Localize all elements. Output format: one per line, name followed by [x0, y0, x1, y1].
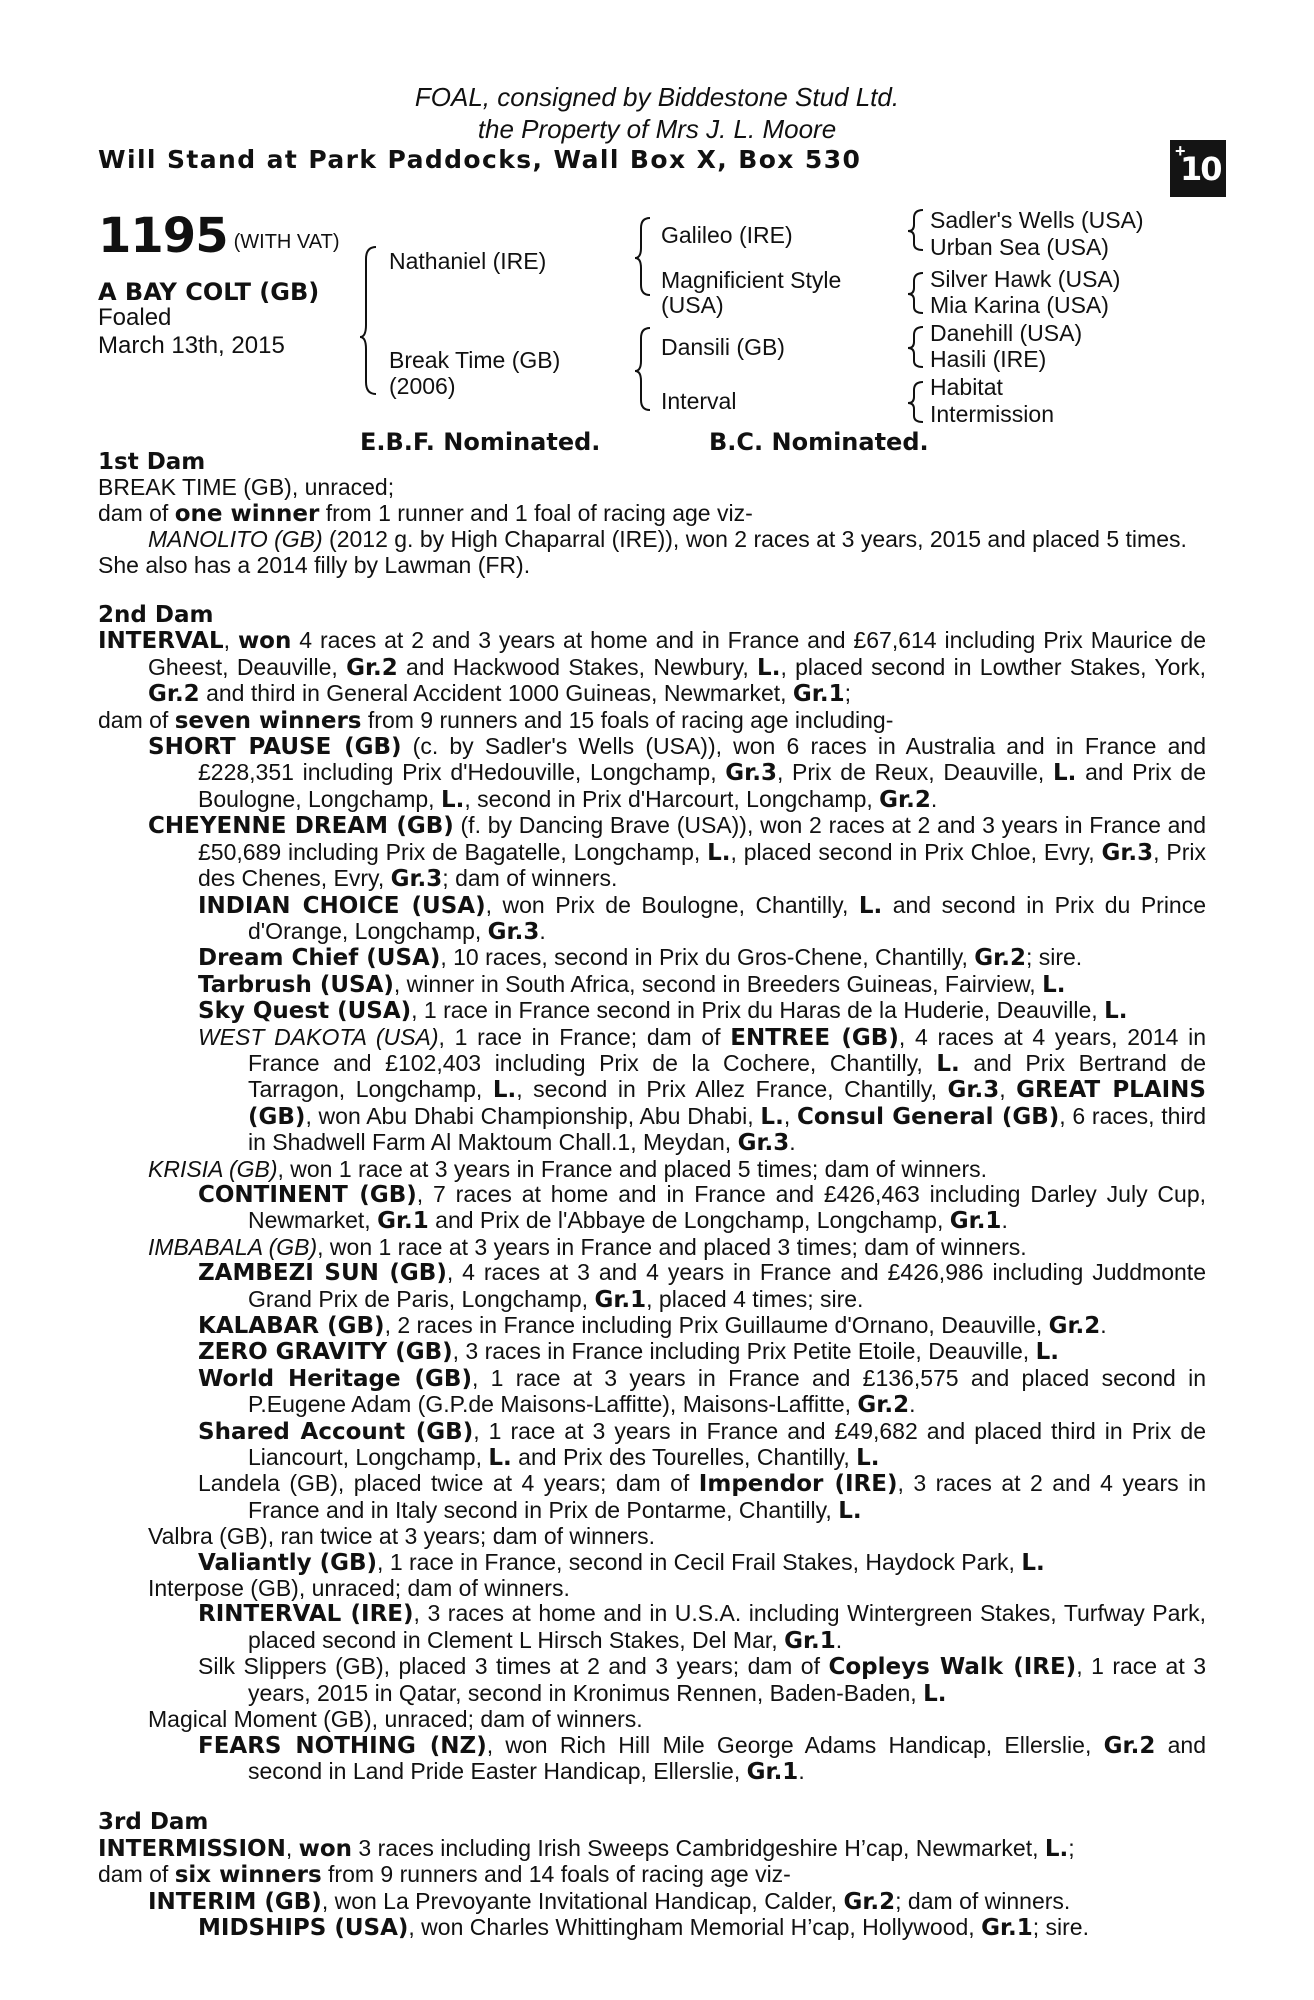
- gg-dss: Danehill (USA): [930, 320, 1083, 346]
- short-pause-entry: SHORT PAUSE (GB) (c. by Sadler's Wells (USA)), won 6 races in Australia and in France and £228,351 including Prix d'Hedouville, Longchamp, Gr.3, Prix de Reux, Deauville, L. and Prix de Boulogne, Longchamp, L., second in Prix d'Harcourt, Longchamp, Gr.2.: [148, 733, 1206, 813]
- interpose-entry: Interpose (GB), unraced; dam of winners.: [148, 1575, 570, 1602]
- first-dam-note: She also has a 2014 filly by Lawman (FR).: [98, 551, 531, 578]
- bracket-dd: [908, 382, 923, 422]
- gg-dds: Habitat: [930, 374, 1003, 400]
- badge-number: 10: [1180, 150, 1221, 188]
- continent-entry: CONTINENT (GB), 7 races at home and in France and £426,463 including Darley July Cup, Newmarket, Gr.1 and Prix de l'Abbaye de Longchamp, Longchamp, Gr.1.: [198, 1180, 1207, 1235]
- dream-chief-entry: Dream Chief (USA), 10 races, second in Prix du Gros-Chene, Chantilly, Gr.2; sire.: [198, 944, 1083, 972]
- ebf-nominated: E.B.F. Nominated.: [360, 428, 601, 456]
- bc-nominated: B.C. Nominated.: [709, 428, 929, 456]
- kalabar-entry: KALABAR (GB), 2 races in France including Prix Guillaume d'Ornano, Deauville, Gr.2.: [198, 1312, 1107, 1339]
- indian-choice-entry: INDIAN CHOICE (USA), won Prix de Boulogne, Chantilly, L. and second in Prix du Prince d'Orange, Longchamp, Gr.3.: [198, 891, 1207, 945]
- first-dam-produce-line: dam of one winner from 1 runner and 1 foal of racing age viz-: [98, 499, 753, 527]
- imbabala-entry: IMBABALA (GB), won 1 race at 3 years in France and placed 3 times; dam of winners.: [148, 1233, 1027, 1260]
- gg-ddd: Intermission: [930, 401, 1054, 427]
- zambezi-sun-entry: ZAMBEZI SUN (GB), 4 races at 3 and 4 years in France and £426,986 including Juddmonte Grand Prix de Paris, Longchamp, Gr.1, placed 4 times; sire.: [198, 1259, 1206, 1313]
- gg-dsd: Hasili (IRE): [930, 346, 1047, 372]
- sky-quest-entry: Sky Quest (USA), 1 race in France second in Prix du Haras de la Huderie, Deauville, L.: [198, 997, 1128, 1025]
- third-dam-heading: 3rd Dam: [98, 1809, 209, 1836]
- foaled-label: Foaled: [98, 304, 172, 331]
- bracket-sd: [908, 273, 923, 313]
- bracket-ss: [908, 210, 923, 250]
- second-dam-heading: 2nd Dam: [98, 602, 214, 629]
- landela-entry: Landela (GB), placed twice at 4 years; dam of Impendor (IRE), 3 races at 2 and 4 years in France and in Italy second in Prix de Pontarme, Chantilly, L.: [198, 1470, 1206, 1524]
- intermission-entry: INTERMISSION, won 3 races including Irish Sweeps Cambridgeshire H’cap, Newmarket, L.;: [98, 1834, 1075, 1862]
- west-dakota-entry: WEST DAKOTA (USA), 1 race in France; dam of ENTREE (GB), 4 races at 4 years, 2014 in France and £102,403 including Prix de la Cochere, Chantilly, L. and Prix Bertrand de Tarragon, Longchamp, L., second in Prix Allez France, Chantilly, Gr.3, GREAT PLAINS (GB), won Abu Dhabi Championship, Abu Dhabi, L., Consul General (GB), 6 races, third in Shadwell Farm Al Maktoum Chall.1, Meydan, Gr.3.: [198, 1023, 1207, 1157]
- bracket-ds: [908, 327, 923, 367]
- stabling-line: Will Stand at Park Paddocks, Wall Box X, Box 530: [98, 145, 862, 174]
- sire-dam-l1: Magnificient Style: [661, 267, 842, 293]
- zero-gravity-entry: ZERO GRAVITY (GB), 3 races in France including Prix Petite Etoile, Deauville, L.: [198, 1338, 1059, 1366]
- interim-entry: INTERIM (GB), won La Prevoyante Invitational Handicap, Calder, Gr.2; dam of winners.: [148, 1887, 1071, 1915]
- shared-account-entry: Shared Account (GB), 1 race at 3 years in France and £49,682 and placed third in Prix de Liancourt, Longchamp, L. and Prix des Tourelles, Chantilly, L.: [198, 1417, 1206, 1472]
- badge-plus: +: [1175, 141, 1186, 161]
- vat-note: (WITH VAT): [233, 231, 340, 253]
- first-dam-line: BREAK TIME (GB), unraced;: [98, 474, 395, 501]
- consignor-line: FOAL, consigned by Biddestone Stud Ltd.: [414, 82, 900, 112]
- fears-nothing-entry: FEARS NOTHING (NZ), won Rich Hill Mile George Adams Handicap, Ellerslie, Gr.2 and second in Land Pride Easter Handicap, Ellerslie, Gr.1.: [198, 1731, 1207, 1785]
- dam-dam: Interval: [661, 388, 737, 414]
- dam-name: Break Time (GB): [389, 347, 561, 373]
- sire-sire: Galileo (IRE): [661, 222, 793, 248]
- dam-year: (2006): [389, 373, 456, 399]
- manolito-entry: MANOLITO (GB) (2012 g. by High Chaparral (IRE)), won 2 races at 3 years, 2015 and placed 5 times.: [148, 526, 1187, 553]
- valiantly-entry: Valiantly (GB), 1 race in France, second in Cecil Frail Stakes, Haydock Park, L.: [198, 1548, 1045, 1576]
- dam-sire: Dansili (GB): [661, 334, 785, 360]
- cheyenne-dream-entry: CHEYENNE DREAM (GB) (f. by Dancing Brave (USA)), won 2 races at 2 and 3 years in France and £50,689 including Prix de Bagatelle, Longchamp, L., placed second in Prix Chloe, Evry, Gr.3, Prix des Chenes, Evry, Gr.3; dam of winners.: [148, 812, 1206, 893]
- intermission-produce-line: dam of six winners from 9 runners and 14 foals of racing age viz-: [98, 1861, 791, 1889]
- magical-moment-entry: Magical Moment (GB), unraced; dam of winners.: [148, 1706, 643, 1733]
- silk-slippers-entry: Silk Slippers (GB), placed 3 times at 2 and 3 years; dam of Copleys Walk (IRE), 1 race at 3 years, 2015 in Qatar, second in Kronimus Rennen, Baden-Baden, L.: [198, 1653, 1206, 1707]
- world-heritage-entry: World Heritage (GB), 1 race at 3 years in France and £136,575 and placed second in P.Eugene Adam (G.P.de Maisons-Laffitte), Maisons-Laffitte, Gr.2.: [198, 1364, 1206, 1419]
- gg-sds: Silver Hawk (USA): [930, 266, 1121, 292]
- gg-ssd: Urban Sea (USA): [930, 234, 1109, 260]
- lot-number: 1195: [98, 208, 228, 264]
- foaled-date: March 13th, 2015: [98, 332, 285, 359]
- interval-produce-line: dam of seven winners from 9 runners and 15 foals of racing age including-: [98, 706, 894, 734]
- sire-dam-l2: (USA): [661, 292, 724, 318]
- owner-line: the Property of Mrs J. L. Moore: [477, 114, 837, 144]
- gg-sdd: Mia Karina (USA): [930, 292, 1109, 318]
- midships-entry: MIDSHIPS (USA), won Charles Whittingham Memorial H’cap, Hollywood, Gr.1; sire.: [198, 1913, 1089, 1941]
- interval-entry: INTERVAL, won 4 races at 2 and 3 years at home and in France and £67,614 including Prix Maurice de Gheest, Deauville, Gr.2 and Hackwood Stakes, Newbury, L., placed second in Lowther Stakes, York, Gr.2 and third in General Accident 1000 Guineas, Newmarket, Gr.1;: [98, 627, 1207, 708]
- bracket-main: [360, 247, 376, 394]
- bracket-dam: [635, 328, 650, 410]
- valbra-entry: Valbra (GB), ran twice at 3 years; dam of winners.: [148, 1523, 656, 1550]
- gg-sss: Sadler's Wells (USA): [930, 207, 1144, 233]
- bracket-sire: [635, 218, 650, 295]
- rinterval-entry: RINTERVAL (IRE), 3 races at home and in U.S.A. including Wintergreen Stakes, Turfway Park, placed second in Clement L Hirsch Stakes, Del Mar, Gr.1.: [198, 1600, 1206, 1654]
- sire-name: Nathaniel (IRE): [389, 248, 547, 274]
- krisia-entry: KRISIA (GB), won 1 race at 3 years in France and placed 5 times; dam of winners.: [148, 1155, 988, 1182]
- first-dam-heading: 1st Dam: [98, 449, 206, 475]
- lot-title: A BAY COLT (GB): [98, 278, 320, 306]
- tarbrush-entry: Tarbrush (USA), winner in South Africa, second in Breeders Guineas, Fairview, L.: [198, 970, 1066, 998]
- catalogue-body: [98, 450, 1206, 1941]
